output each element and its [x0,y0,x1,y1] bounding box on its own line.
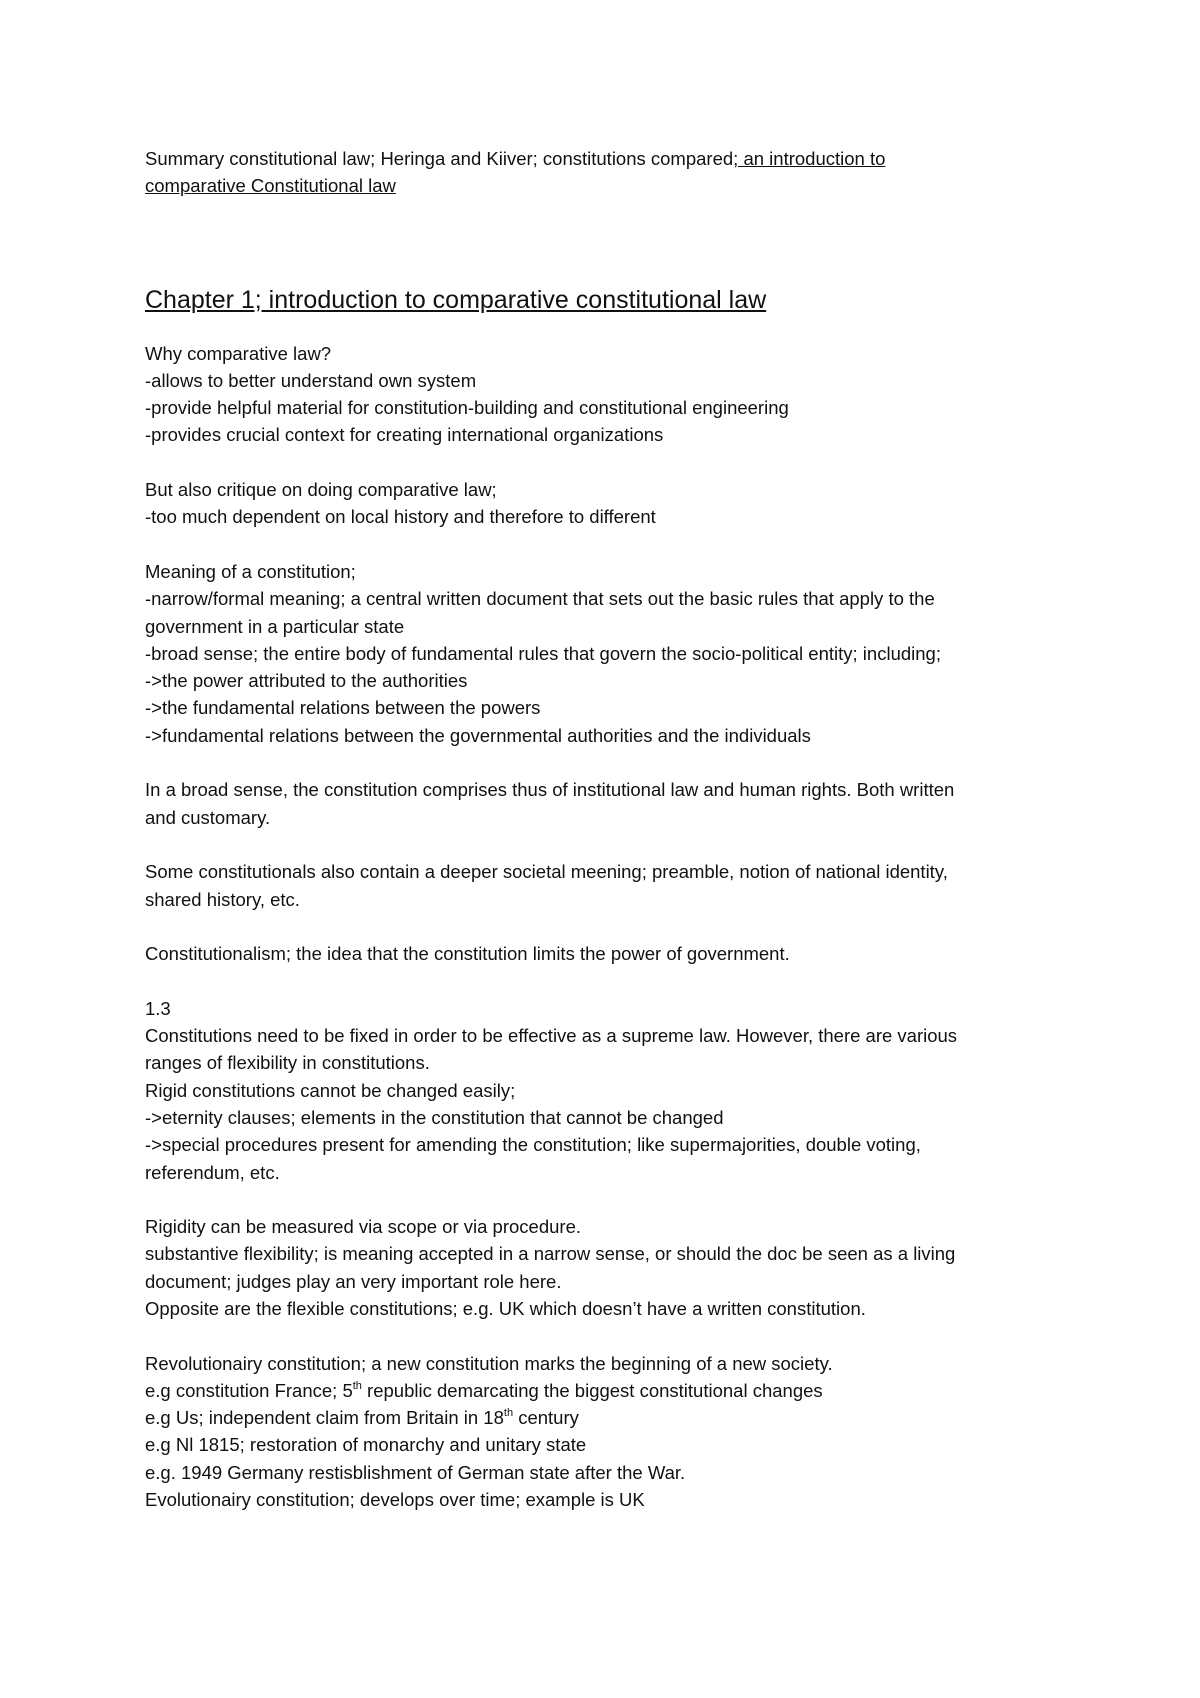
superscript: th [503,1407,514,1420]
rigidity-section [145,1213,1075,1322]
paragraph-line: -provides crucial context for creating international organizations [145,424,664,446]
meaning-section [145,558,1075,749]
paragraph-line: document; judges play an very important role here. [145,1270,562,1292]
societal-meaning-paragraph [145,858,1075,913]
paragraph-line: But also critique on doing comparative law; [145,479,497,501]
paragraph-line: ->fundamental relations between the governmental authorities and the individuals [145,724,811,746]
title-part-2: ; an introduction to [733,148,886,169]
paragraph-line: -narrow/formal meaning; a central written document that sets out the basic rules that apply to the [145,588,935,610]
paragraph-line: and customary. [145,806,271,828]
paragraph-line: ->the power attributed to the authorities [145,670,468,692]
superscript: th [352,1379,362,1392]
document-title [145,145,1075,200]
section-1-3 [145,995,1075,1186]
paragraph-line: ->the fundamental relations between the powers [145,697,541,719]
paragraph-line: Constitutions need to be fixed in order to be effective as a supreme law. However, there are various [145,1025,958,1047]
why-comparative-section [145,340,1075,449]
paragraph-line: government in a particular state [145,615,405,637]
paragraph-line: -provide helpful material for constitution-building and constitutional engineering [145,397,789,419]
title-part-1: Summary constitutional law; Heringa and Kiiver; constitutions compared [145,148,734,169]
paragraph-line: Why comparative law? [145,342,332,364]
paragraph-line: ->eternity clauses; elements in the constitution that cannot be changed [145,1106,724,1128]
paragraph-line: -allows to better understand own system [145,369,477,391]
paragraph-line: ->special procedures present for amending the constitution; like supermajorities, double voting, [145,1134,921,1156]
us-example: e.g Us; independent claim from Britain in 18th century [145,1407,579,1429]
paragraph-line: -too much dependent on local history and therefore to different [145,506,656,528]
paragraph-line: Meaning of a constitution; [145,560,356,582]
paragraph-line: Opposite are the flexible constitutions; e.g. UK which doesn’t have a written constitution. [145,1297,866,1319]
evolutionary-line: Evolutionairy constitution; develops over time; example is UK [145,1489,645,1511]
paragraph-line: referendum, etc. [145,1161,280,1183]
revolutionary-section [145,1350,1075,1514]
broad-sense-paragraph [145,776,1075,831]
document-body [145,145,1075,1513]
chapter-heading: Chapter 1; introduction to comparative constitutional law [145,285,767,314]
paragraph-line: shared history, etc. [145,888,300,910]
paragraph-line: ranges of flexibility in constitutions. [145,1052,430,1074]
paragraph-line: -broad sense; the entire body of fundamental rules that govern the socio-political entity; including; [145,642,941,664]
constitutionalism-paragraph [145,940,1075,967]
paragraph-line: substantive flexibility; is meaning accepted in a narrow sense, or should the doc be seen as a living [145,1243,956,1265]
paragraph-line: Some constitutionals also contain a deeper societal meening; preamble, notion of national identity, [145,861,948,883]
critique-section [145,476,1075,531]
paragraph-line: Revolutionairy constitution; a new constitution marks the beginning of a new society. [145,1352,833,1374]
title-line-2: comparative Constitutional law [145,175,396,197]
paragraph-line: Rigidity can be measured via scope or via procedure. [145,1216,582,1238]
paragraph-line: Rigid constitutions cannot be changed easily; [145,1079,516,1101]
germany-example: e.g. 1949 Germany restisblishment of German state after the War. [145,1461,686,1483]
nl-example: e.g Nl 1815; restoration of monarchy and unitary state [145,1434,587,1456]
section-number: 1.3 [145,997,171,1019]
paragraph-line: Constitutionalism; the idea that the constitution limits the power of government. [145,943,790,965]
paragraph-line: In a broad sense, the constitution comprises thus of institutional law and human rights. Both written [145,779,955,801]
france-example: e.g constitution France; 5th republic demarcating the biggest constitutional changes [145,1379,823,1401]
